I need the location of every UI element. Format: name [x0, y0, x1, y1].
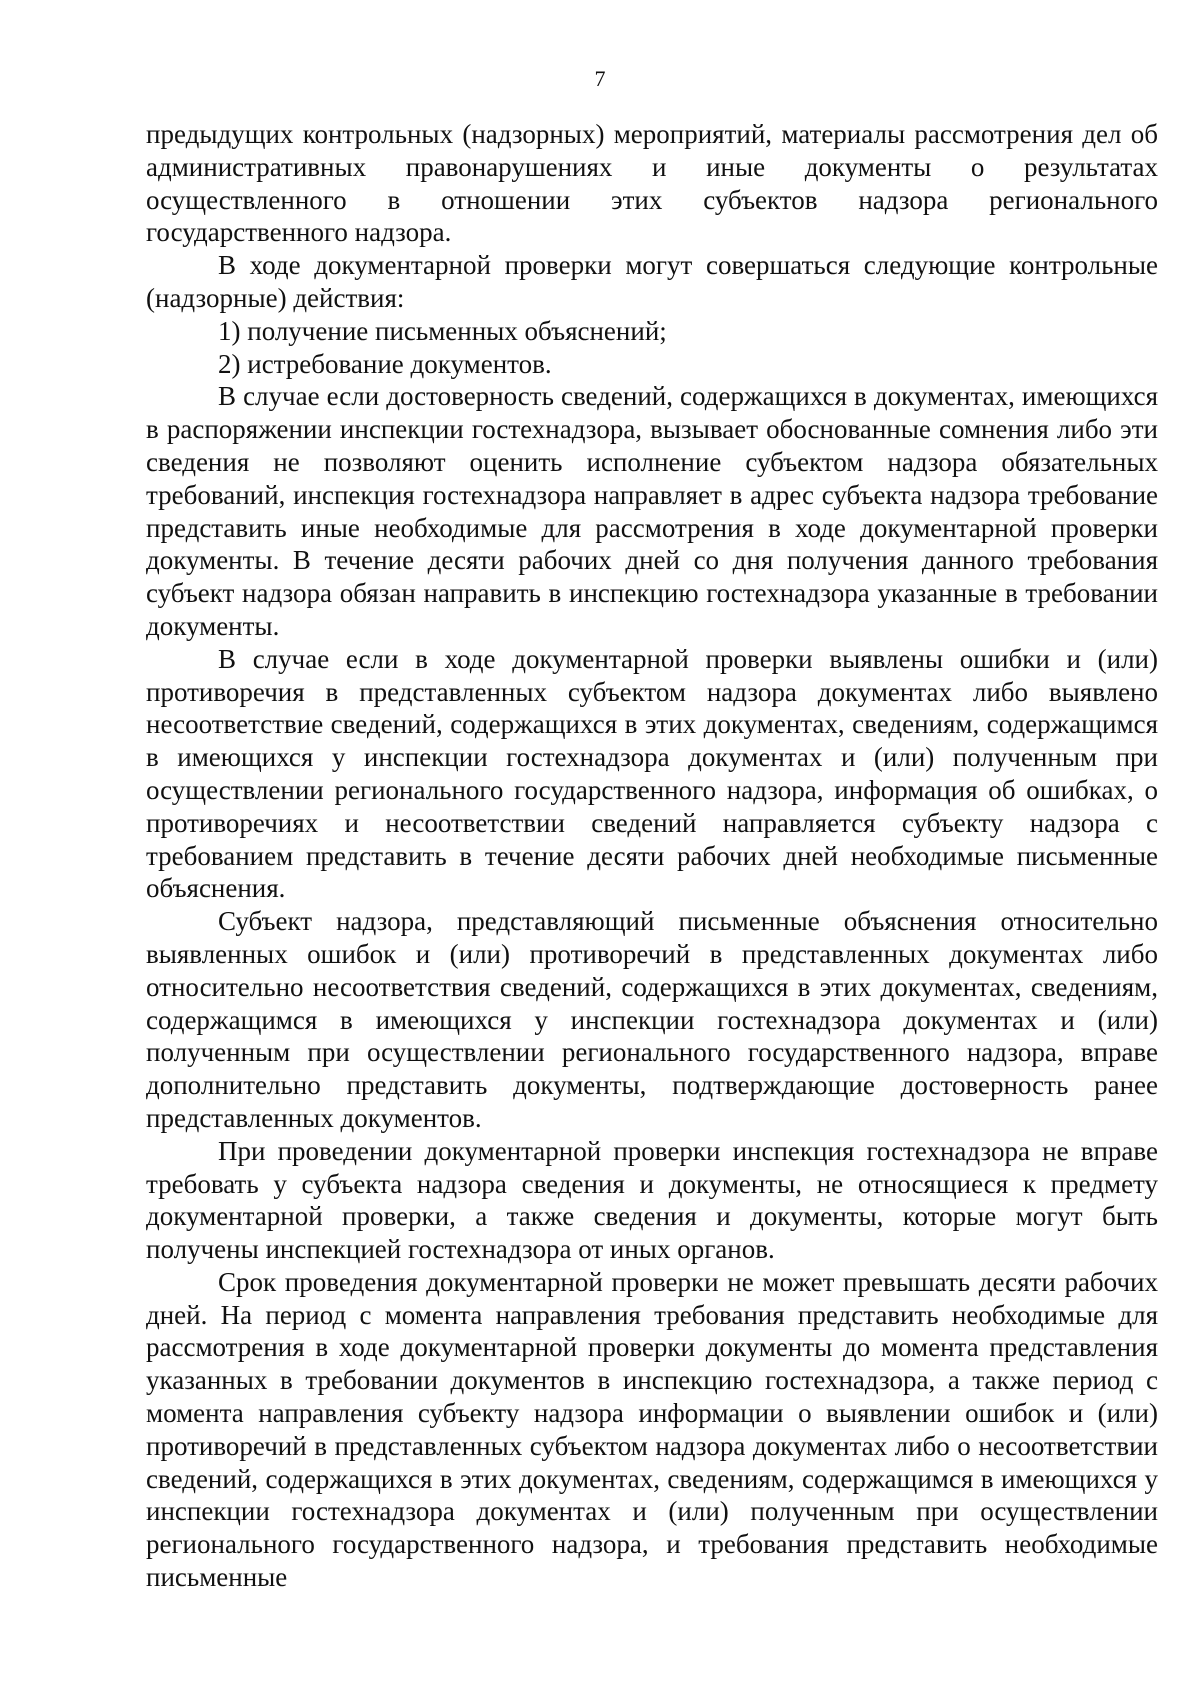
paragraph-6: В случае если в ходе документарной проверки выявлены ошибки и (или) противоречия в представленных субъектом надзора документах либо выявлено несоответствие сведений, содержащихся в этих документах, сведениям, содержащимся в имеющихся у инспекции гостехнадзора документах и (или) полученным при осуществлении регионального государственного надзора, информация об ошибках, о противоречиях и несоответствии сведений направляется субъекту надзора с требованием представить в течение десяти рабочих дней необходимые письменные объяснения.	[146, 643, 1158, 904]
paragraph-7: Субъект надзора, представляющий письменные объяснения относительно выявленных ошибок и (или) противоречий в представленных документах либо относительно несоответствия сведений, содержащихся в этих документах, сведениям, содержащимся в имеющихся у инспекции гостехнадзора документах и (или) полученным при осуществлении регионального государственного надзора, вправе дополнительно представить документы, подтверждающие достоверность ранее представленных документов.	[146, 906, 1158, 1133]
paragraph-4: 2) истребование документов.	[218, 348, 552, 379]
paragraph-1: предыдущих контрольных (надзорных) мероприятий, материалы рассмотрения дел об административных правонарушениях и иные документы о результатах осуществленного в отношении этих субъектов надзора регионального государственного надзора.	[146, 119, 1158, 248]
paragraph-9: Срок проведения документарной проверки не может превышать десяти рабочих дней. На период с момента направления требования представить необходимые для рассмотрения в ходе документарной проверки документы до момента представления указанных в требовании документов в инспекцию гостехнадзора, а также период с момента направления субъекту надзора информации о выявлении ошибок и (или) противоречий в представленных субъектом надзора документах либо о несоответствии сведений, содержащихся в этих документах, сведениям, содержащимся в имеющихся у инспекции гостехнадзора документах и (или) полученным при осуществлении регионального государственного надзора, и требования представить необходимые письменные	[146, 1266, 1158, 1593]
paragraph-2: В ходе документарной проверки могут совершаться следующие контрольные (надзорные) действия:	[146, 250, 1158, 313]
paragraph-3: 1) получение письменных объяснений;	[218, 315, 667, 346]
paragraph-5: В случае если достоверность сведений, содержащихся в документах, имеющихся в распоряжении инспекции гостехнадзора, вызывает обоснованные сомнения либо эти сведения не позволяют оценить исполнение субъектом надзора обязательных требований, инспекция гостехнадзора направляет в адрес субъекта надзора требование представить иные необходимые для рассмотрения в ходе документарной проверки документы. В течение десяти рабочих дней со дня получения данного требования субъект надзора обязан направить в инспекцию гостехнадзора указанные в требовании документы.	[146, 381, 1158, 641]
document-body	[146, 118, 1158, 1594]
page-number: 7	[594, 66, 606, 91]
paragraph-8: При проведении документарной проверки инспекция гостехнадзора не вправе требовать у субъекта надзора сведения и документы, не относящиеся к предмету документарной проверки, а также сведения и документы, которые могут быть получены инспекцией гостехнадзора от иных органов.	[146, 1135, 1158, 1265]
